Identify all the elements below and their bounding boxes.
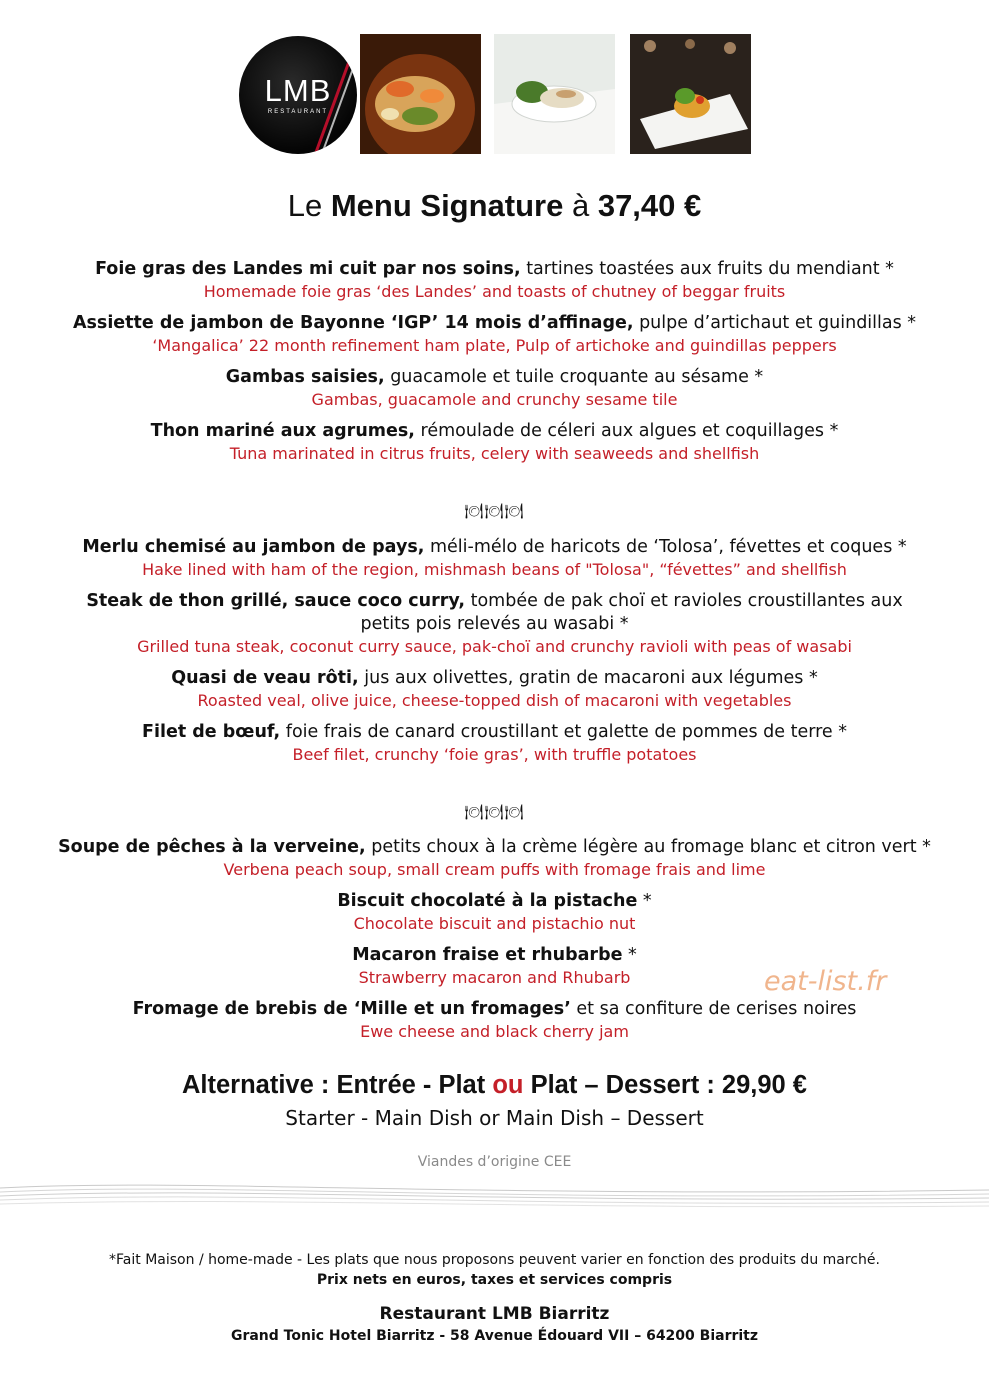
dish-translation: Grilled tuna steak, coconut curry sauce, pak-choï and crunchy ravioli with peas of wasabi — [137, 637, 852, 656]
dish-description: tombée de pak choï et ravioles croustillantes aux petits pois relevés au wasabi * — [360, 591, 903, 634]
plate-separator-icon: 🍽🍽🍽 — [464, 803, 525, 821]
dish-name: Soupe de pêches à la verveine, — [58, 837, 366, 857]
dish-translation: Strawberry macaron and Rhubarb — [358, 968, 631, 987]
dish-photo-plated-salad — [630, 34, 751, 154]
prices-note: Prix nets en euros, taxes et services compris — [316, 1272, 673, 1288]
menu-item — [0, 536, 989, 581]
restaurant-address: Grand Tonic Hotel Biarritz - 58 Avenue Édouard VII – 64200 Biarritz — [230, 1328, 759, 1344]
dish-translation: Beef filet, crunchy ‘foie gras’, with truffle potatoes — [292, 745, 697, 764]
alternative-ou: ou — [492, 1071, 524, 1099]
dish-description: * — [622, 945, 637, 965]
dish-description: pulpe d’artichaut et guindillas * — [633, 313, 917, 333]
menu-title-name: Menu Signature — [330, 188, 564, 223]
restaurant-name: Restaurant LMB Biarritz — [379, 1304, 610, 1324]
dish-name: Biscuit chocolaté à la pistache — [337, 891, 638, 911]
restaurant-logo — [239, 36, 357, 154]
dish-description: tartines toastées aux fruits du mendiant * — [520, 259, 894, 279]
menu-item — [0, 721, 989, 766]
dish-description: méli-mélo de haricots de ‘Tolosa’, févettes et coques * — [424, 537, 907, 557]
meat-origin-note: Viandes d’origine CEE — [417, 1154, 572, 1170]
menu-item — [0, 366, 989, 411]
dish-description: petits choux à la crème légère au fromage blanc et citron vert * — [365, 837, 931, 857]
menu-item — [0, 836, 989, 881]
dish-name: Assiette de jambon de Bayonne ‘IGP’ 14 mois d’affinage, — [72, 313, 634, 333]
logo-text: LMB — [264, 73, 332, 108]
dish-name: Steak de thon grillé, sauce coco curry, — [86, 591, 466, 611]
dish-description: guacamole et tuile croquante au sésame * — [384, 367, 764, 387]
dish-name: Quasi de veau rôti, — [171, 668, 359, 688]
dish-name: Thon mariné aux agrumes, — [150, 421, 415, 441]
dish-translation: ‘Mangalica’ 22 month refinement ham plate, Pulp of artichoke and guindillas peppers — [152, 336, 837, 355]
menu-item — [0, 590, 989, 658]
dish-name: Foie gras des Landes mi cuit par nos soins, — [95, 259, 521, 279]
dish-translation: Homemade foie gras ‘des Landes’ and toasts of chutney of beggar fruits — [203, 282, 786, 301]
starters-section — [0, 258, 989, 474]
dish-photo-shrimp-bowl — [360, 34, 481, 154]
dish-name: Gambas saisies, — [225, 367, 385, 387]
dish-translation: Ewe cheese and black cherry jam — [360, 1022, 629, 1041]
mains-section — [0, 536, 989, 775]
header-images — [239, 34, 753, 156]
dish-translation: Gambas, guacamole and crunchy sesame tile — [311, 390, 678, 409]
watermark: eat-list.fr — [764, 966, 887, 997]
decorative-wave-lines — [0, 1170, 989, 1220]
dish-description: * — [637, 891, 652, 911]
dish-translation: Verbena peach soup, small cream puffs with fromage frais and lime — [223, 860, 766, 879]
dish-name: Merlu chemisé au jambon de pays, — [82, 537, 425, 557]
plate-separator-icon: 🍽🍽🍽 — [464, 502, 525, 520]
dish-description: jus aux olivettes, gratin de macaroni aux légumes * — [358, 668, 818, 688]
menu-item — [0, 667, 989, 712]
dish-name: Filet de bœuf, — [142, 722, 281, 742]
alternative-offer — [0, 1071, 989, 1100]
menu-title-prefix: Le — [287, 188, 331, 223]
alternative-translation: Starter - Main Dish or Main Dish – Dessert — [285, 1106, 704, 1130]
menu-item — [0, 998, 989, 1043]
menu-item — [0, 258, 989, 303]
alternative-part2: Plat – Dessert : 29,90 € — [523, 1071, 807, 1099]
menu-title-suffix: à — [563, 188, 598, 223]
dish-description: et sa confiture de cerises noires — [570, 999, 857, 1019]
menu-title — [0, 188, 989, 224]
menu-item — [0, 420, 989, 465]
dish-translation: Hake lined with ham of the region, mishmash beans of "Tolosa", “févettes” and shellfish — [142, 560, 847, 579]
menu-item — [0, 312, 989, 357]
dish-translation: Tuna marinated in citrus fruits, celery with seaweeds and shellfish — [229, 444, 760, 463]
footnote: *Fait Maison / home-made - Les plats que nous proposons peuvent varier en fonction des produits du marché. — [109, 1252, 880, 1268]
logo-subtext: RESTAURANT — [267, 109, 329, 115]
dish-description: foie frais de canard croustillant et galette de pommes de terre * — [280, 722, 847, 742]
dish-name: Fromage de brebis de ‘Mille et un fromages’ — [132, 999, 571, 1019]
dish-description: rémoulade de céleri aux algues et coquillages * — [414, 421, 839, 441]
alternative-part1: Alternative : Entrée - Plat — [181, 1071, 493, 1099]
dish-translation: Chocolate biscuit and pistachio nut — [353, 914, 636, 933]
menu-price: 37,40 € — [597, 188, 702, 223]
dish-photo-fish-plate — [494, 34, 615, 154]
dish-translation: Roasted veal, olive juice, cheese-topped dish of macaroni with vegetables — [197, 691, 792, 710]
dish-name: Macaron fraise et rhubarbe — [352, 945, 623, 965]
menu-item — [0, 890, 989, 935]
desserts-section — [0, 836, 989, 1052]
